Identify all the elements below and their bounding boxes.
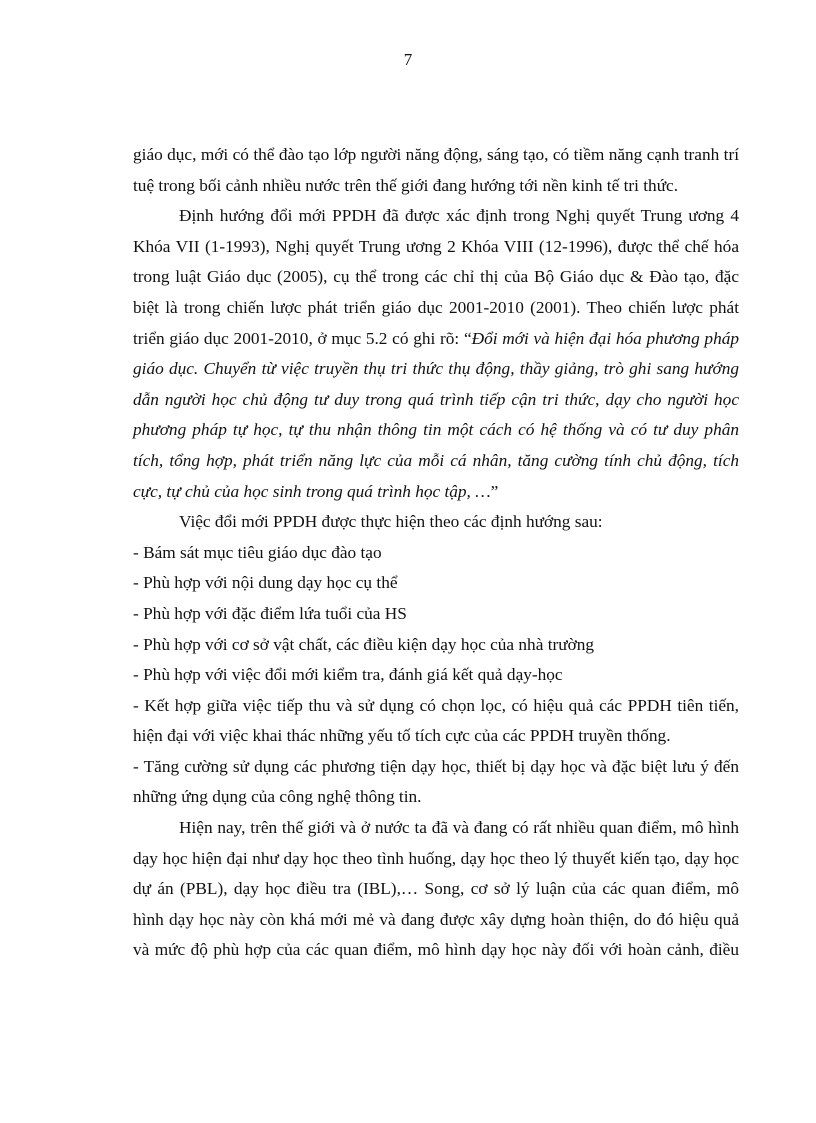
text-line: giáo dục, mới có thể đào tạo lớp người năng động, sáng tạo, có tiềm năng cạnh tranh trí bbox=[133, 145, 739, 164]
text-line: dự án (PBL), dạy học điều tra (IBL),… Song, cơ sở lý luận của các quan điểm, mô bbox=[133, 879, 739, 899]
text-line: Khóa VII (1-1993), Nghị quyết Trung ương 2 Khóa VIII (12-1996), được thể chế hóa bbox=[133, 236, 739, 256]
paragraph-2 bbox=[133, 201, 739, 507]
text-line: những ứng dụng của công nghệ thông tin. bbox=[133, 787, 422, 807]
closing-quote: ” bbox=[490, 481, 499, 501]
text-line: hình dạy học này còn khá mới mẻ và đang được xây dựng hoàn thiện, do đó hiệu quả bbox=[133, 909, 739, 929]
text-normal: triển giáo dục 2001-2010, ở mục 5.2 có ghi rõ: “ bbox=[133, 328, 472, 348]
text-line bbox=[133, 477, 739, 508]
page-number: 7 bbox=[403, 50, 413, 69]
paragraph-4 bbox=[133, 813, 739, 966]
paragraph-3: Việc đổi mới PPDH được thực hiện theo các định hướng sau: bbox=[179, 512, 603, 532]
text-line: hiện đại với việc khai thác những yếu tố tích cực của các PPDH truyền thống. bbox=[133, 726, 671, 746]
text-line: trong luật Giáo dục (2005), cụ thể trong các chỉ thị của Bộ Giáo dục & Đào tạo, đặc bbox=[133, 267, 739, 287]
text-line: - Tăng cường sử dụng các phương tiện dạy học, thiết bị dạy học và đặc biệt lưu ý đến bbox=[133, 756, 739, 776]
text-line bbox=[133, 324, 739, 355]
bullet-item-7 bbox=[133, 752, 739, 813]
quote-line: tích, tổng hợp, phát triển năng lực của mỗi cá nhân, tăng cường tính chủ động, tích bbox=[133, 450, 739, 470]
text-line: biệt là trong chiến lược phát triển giáo dục 2001-2010 (2001). Theo chiến lược phát bbox=[133, 297, 739, 317]
bullet-item-6 bbox=[133, 691, 739, 752]
quote-line: giáo dục. Chuyển từ việc truyền thụ tri thức thụ động, thầy giảng, trò ghi sang hướng bbox=[133, 359, 739, 379]
text-line: tuệ trong bối cảnh nhiều nước trên thế giới đang hướng tới nền kinh tế tri thức. bbox=[133, 175, 679, 195]
quote-italic: Đổi mới và hiện đại hóa phương pháp bbox=[471, 328, 739, 348]
text-line: - Kết hợp giữa việc tiếp thu và sử dụng có chọn lọc, có hiệu quả các PPDH tiên tiến, bbox=[133, 695, 739, 715]
text-line: Định hướng đổi mới PPDH đã được xác định trong Nghị quyết Trung ương 4 bbox=[179, 206, 739, 226]
quote-line: phương pháp tự học, tự thu nhận thông tin một cách có hệ thống và có tư duy phân bbox=[133, 420, 739, 440]
bullet-item: - Phù hợp với đặc điểm lứa tuổi của HS bbox=[133, 603, 407, 623]
text-line: và mức độ phù hợp của các quan điểm, mô hình dạy học này đối với hoàn cảnh, điều bbox=[133, 940, 739, 960]
quote-line: cực, tự chủ của học sinh trong quá trình học tập, … bbox=[133, 481, 491, 501]
bullet-item: - Bám sát mục tiêu giáo dục đào tạo bbox=[133, 542, 382, 562]
bullet-item: - Phù hợp với cơ sở vật chất, các điều kiện dạy học của nhà trường bbox=[133, 634, 595, 654]
paragraph-1 bbox=[133, 140, 739, 201]
text-line: Hiện nay, trên thế giới và ở nước ta đã và đang có rất nhiều quan điểm, mô hình bbox=[179, 818, 739, 838]
document-body bbox=[133, 140, 739, 966]
quote-line: dẫn người học chủ động tư duy trong quá trình tiếp cận tri thức, dạy cho người học bbox=[133, 389, 739, 409]
bullet-item: - Phù hợp với nội dung dạy học cụ thể bbox=[133, 573, 398, 593]
text-line: dạy học hiện đại như dạy học theo tình huống, dạy học theo lý thuyết kiến tạo, dạy học bbox=[133, 848, 739, 868]
bullet-item: - Phù hợp với việc đổi mới kiểm tra, đánh giá kết quả dạy-học bbox=[133, 665, 563, 685]
